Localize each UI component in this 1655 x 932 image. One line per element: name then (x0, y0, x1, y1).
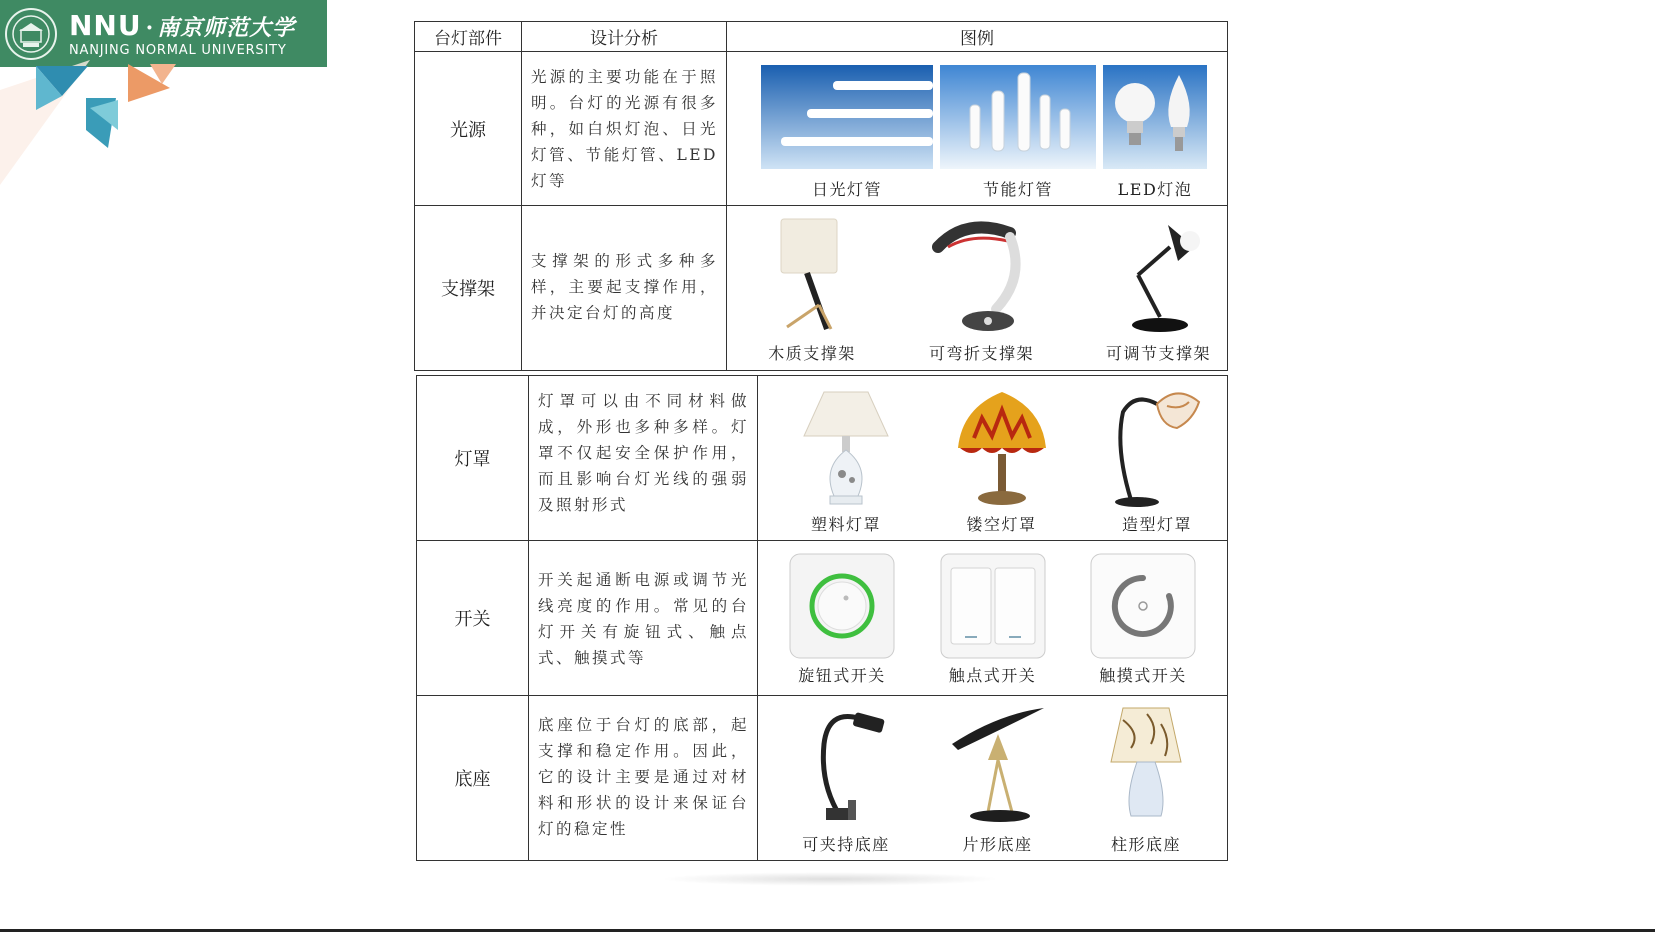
fluorescent-tube-icon (761, 65, 933, 169)
example-caption: 节能灯管 (982, 180, 1053, 199)
table-row-stand (415, 206, 1228, 371)
header-part: 台灯部件 (415, 22, 522, 52)
example-item (798, 704, 894, 855)
table-row-switch (417, 541, 1228, 696)
energy-saving-lamp-icon (940, 65, 1096, 169)
example-caption: 可调节支撑架 (1105, 344, 1211, 363)
design-analysis: 支撑架的形式多种多样，主要起支撑作用，并决定台灯的高度 (522, 206, 727, 371)
example-item (939, 552, 1047, 686)
touch-switch-icon (1089, 552, 1197, 660)
table-header-row (415, 22, 1228, 52)
header-analysis: 设计分析 (522, 22, 727, 52)
table-row-light-source (415, 52, 1228, 206)
table-row-base (417, 696, 1228, 861)
example-item (948, 704, 1048, 855)
example-caption: 镂空灯罩 (966, 515, 1037, 534)
table-shadow (660, 872, 1000, 886)
university-logo (0, 0, 327, 67)
part-name: 光源 (415, 52, 522, 206)
part-name: 底座 (417, 696, 529, 861)
example-caption: 可弯折支撑架 (928, 344, 1034, 363)
example-item (761, 65, 933, 200)
decorative-triangles (0, 60, 240, 190)
example-caption: LED灯泡 (1117, 180, 1193, 199)
hollow-shade-lamp-icon (952, 388, 1052, 512)
example-item (1101, 704, 1191, 855)
plastic-shade-lamp-icon (796, 388, 896, 512)
shaped-shade-lamp-icon (1107, 388, 1207, 512)
adjustable-stand-lamp-icon (1108, 217, 1208, 337)
header-examples: 图例 (727, 22, 1228, 52)
design-analysis: 底座位于台灯的底部，起支撑和稳定作用。因此，它的设计主要是通过对材料和形状的设计来保证台灯的稳定性 (529, 696, 758, 861)
contact-switch-icon (939, 552, 1047, 660)
wooden-stand-lamp-icon (767, 217, 857, 337)
bendable-stand-lamp-icon (926, 217, 1036, 337)
column-base-lamp-icon (1101, 704, 1191, 828)
example-caption: 柱形底座 (1110, 835, 1181, 854)
lamp-components-table-top (414, 21, 1228, 371)
logo-separator: · (145, 15, 154, 41)
logo-abbreviation: NNU (69, 9, 142, 42)
lamp-components-table-bottom (416, 375, 1228, 861)
example-caption: 可夹持底座 (802, 835, 890, 854)
part-name: 开关 (417, 541, 529, 696)
part-name: 灯罩 (417, 376, 529, 541)
example-caption: 片形底座 (962, 835, 1033, 854)
example-item (1107, 388, 1207, 535)
design-analysis: 光源的主要功能在于照明。台灯的光源有很多种，如白炽灯泡、日光灯管、节能灯管、LED灯等 (522, 52, 727, 206)
clamp-base-lamp-icon (798, 704, 894, 828)
example-caption: 造型灯罩 (1121, 515, 1192, 534)
table-row-shade (417, 376, 1228, 541)
example-item (1089, 552, 1197, 686)
design-analysis: 灯罩可以由不同材料做成，外形也多种多样。灯罩不仅起安全保护作用，而且影响台灯光线的强弱及照射形式 (529, 376, 758, 541)
example-caption: 日光灯管 (811, 180, 882, 199)
part-name: 支撑架 (415, 206, 522, 371)
example-item (940, 65, 1096, 200)
design-analysis: 开关起通断电源或调节光线亮度的作用。常见的台灯开关有旋钮式、触点式、触摸式等 (529, 541, 758, 696)
example-caption: 木质支撑架 (768, 344, 856, 363)
led-bulb-icon (1103, 65, 1207, 169)
logo-english-name: NANJING NORMAL UNIVERSITY (69, 43, 287, 58)
university-emblem-icon (5, 8, 57, 60)
example-item (1103, 65, 1207, 200)
example-item (767, 217, 857, 364)
example-item (796, 388, 896, 535)
example-item (926, 217, 1036, 364)
example-item (1106, 217, 1211, 364)
example-item (788, 552, 896, 686)
knob-switch-icon (788, 552, 896, 660)
example-caption: 触点式开关 (948, 666, 1037, 685)
example-caption: 塑料灯罩 (810, 515, 881, 534)
example-caption: 旋钮式开关 (798, 666, 886, 685)
flat-base-lamp-icon (948, 704, 1048, 828)
logo-chinese-name: 南京师范大学 (157, 15, 296, 41)
example-item (952, 388, 1052, 535)
example-caption: 触摸式开关 (1099, 666, 1187, 685)
